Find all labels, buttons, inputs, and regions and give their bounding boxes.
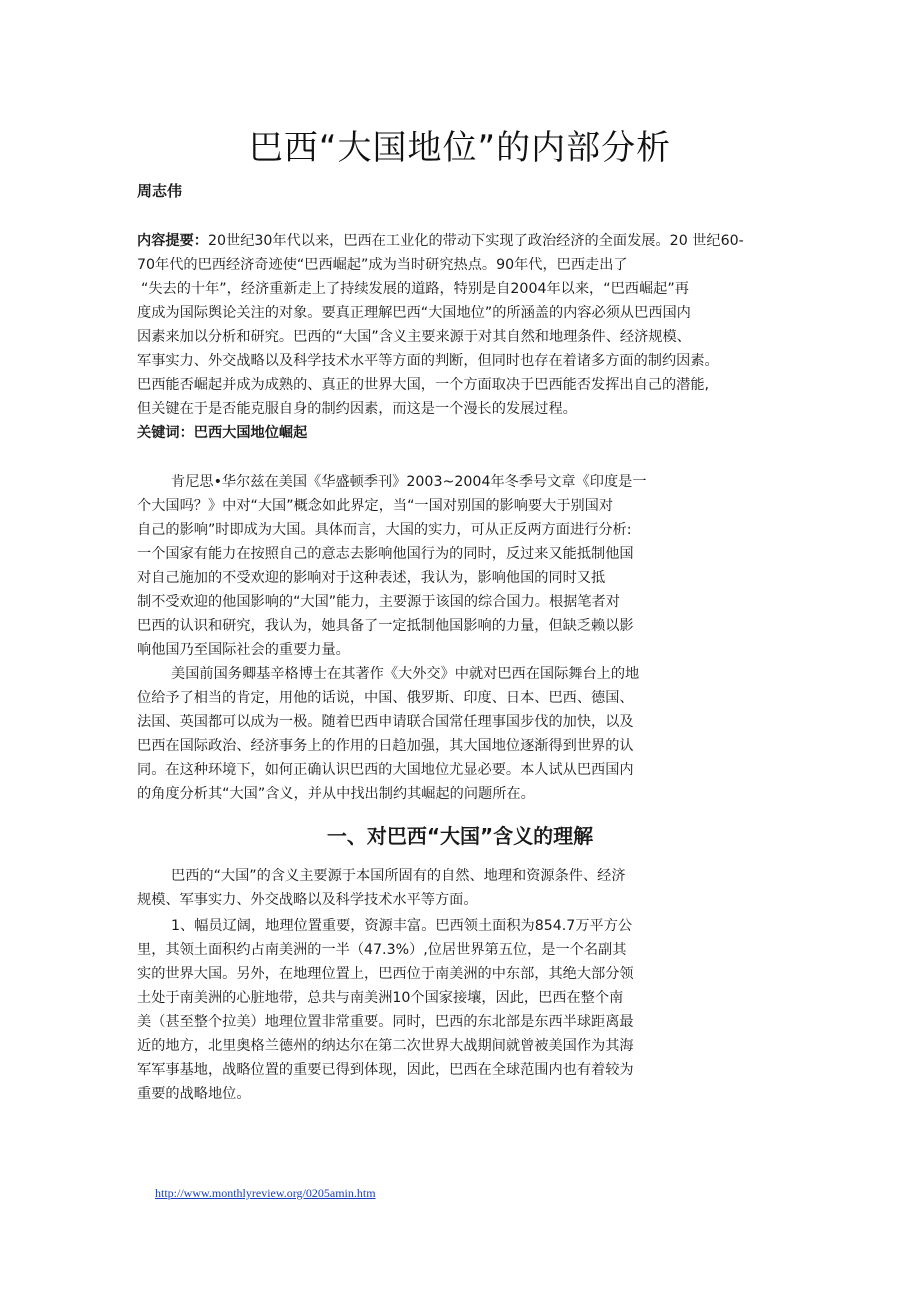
section-heading: 一、对巴西“大国”含义的理解 <box>326 824 594 848</box>
body-line: 美（甚至整个拉美）地理位置非常重要。同时，巴西的东北部是东西半球距离最 <box>137 1014 634 1030</box>
keywords: 关键词：巴西大国地位崛起 <box>137 425 308 441</box>
body-line: 的角度分析其“大国”含义，并从中找出制约其崛起的问题所在。 <box>137 786 535 802</box>
abstract-line: 巴西能否崛起并成为成熟的、真正的世界大国，一个方面取决于巴西能否发挥出自己的潜能, <box>137 377 710 393</box>
body-line: 里，其领土面积约占南美洲的一半（47.3%）,位居世界第五位，是一个名副其 <box>137 942 627 958</box>
abstract-label: 内容提要： <box>137 233 208 249</box>
author-name: 周志伟 <box>137 182 183 200</box>
body-line: 法国、英国都可以成为一极。随着巴西申请联合国常任理事国步伐的加快，以及 <box>137 714 634 730</box>
abstract-line: 70年代的巴西经济奇迹使“巴西崛起”成为当时研究热点。90年代，巴西走出了 <box>137 257 628 273</box>
footnote-link[interactable]: http://www.monthlyreview.org/0205amin.htm <box>155 1186 376 1200</box>
abstract-line: 度成为国际舆论关注的对象。要真正理解巴西“大国地位”的所涵盖的内容必须从巴西国内 <box>137 305 691 321</box>
body-line: 美国前国务卿基辛格博士在其著作《大外交》中就对巴西在国际舞台上的地 <box>171 666 640 682</box>
body-line: 近的地方，北里奥格兰德州的纳达尔在第二次世界大战期间就曾被美国作为其海 <box>137 1038 634 1054</box>
body-line: 自己的影响”时即成为大国。具体而言，大国的实力，可从正反两方面进行分析: <box>137 522 632 538</box>
body-line: 1、幅员辽阔，地理位置重要，资源丰富。巴西领土面积为854.7万平方公 <box>171 918 633 934</box>
page-title: 巴西“大国地位”的内部分析 <box>248 128 672 168</box>
body-line: 巴西的认识和研究，我认为，她具备了一定抵制他国影响的力量，但缺乏赖以影 <box>137 618 634 634</box>
body-line: 实的世界大国。另外，在地理位置上，巴西位于南美洲的中东部，其绝大部分领 <box>137 966 634 982</box>
body-line: 巴西的“大国”的含义主要源于本国所固有的自然、地理和资源条件、经济 <box>171 868 626 884</box>
abstract-line: 内容提要：20世纪30年代以来，巴西在工业化的带动下实现了政治经济的全面发展。20 世纪60- <box>137 233 744 249</box>
abstract-line: “失去的十年”，经济重新走上了持续发展的道路，特别是自2004年以来，“巴西崛起”再 <box>141 281 689 297</box>
body-line: 巴西在国际政治、经济事务上的作用的日趋加强，其大国地位逐渐得到世界的认 <box>137 738 634 754</box>
body-line: 肯尼思•华尔兹在美国《华盛顿季刊》2003~2004年冬季号文章《印度是一 <box>171 474 647 490</box>
body-line: 制不受欢迎的他国影响的“大国”能力，主要源于该国的综合国力。根据笔者对 <box>137 594 620 610</box>
body-line: 位给予了相当的肯定，用他的话说，中国、俄罗斯、印度、日本、巴西、德国、 <box>137 690 634 706</box>
abstract-line: 因素来加以分析和研究。巴西的“大国”含义主要来源于对其自然和地理条件、经济规模、 <box>137 329 691 345</box>
body-line: 一个国家有能力在按照自己的意志去影响他国行为的同时，反过来又能抵制他国 <box>137 546 634 562</box>
body-line: 同。在这种环境下，如何正确认识巴西的大国地位尤显必要。本人试从巴西国内 <box>137 762 634 778</box>
abstract-line: 但关键在于是否能克服自身的制约因素，而这是一个漫长的发展过程。 <box>137 401 577 417</box>
body-line: 对自己施加的不受欢迎的影响对于这种表述，我认为，影响他国的同时又抵 <box>137 570 606 586</box>
body-line: 规模、军事实力、外交战略以及科学技术水平等方面。 <box>137 892 478 908</box>
body-line: 响他国乃至国际社会的重要力量。 <box>137 642 350 658</box>
abstract-line: 军事实力、外交战略以及科学技术水平等方面的判断，但同时也存在着诸多方面的制约因素。 <box>137 353 719 369</box>
body-line: 军军事基地，战略位置的重要已得到体现，因此，巴西在全球范围内也有着较为 <box>137 1062 634 1078</box>
body-line: 重要的战略地位。 <box>137 1086 251 1102</box>
body-line: 个大国吗？》中对“大国”概念如此界定，当“一国对别国的影响要大于别国对 <box>137 498 614 514</box>
body-line: 土处于南美洲的心脏地带，总共与南美洲10个国家接壤，因此，巴西在整个南 <box>137 990 624 1006</box>
